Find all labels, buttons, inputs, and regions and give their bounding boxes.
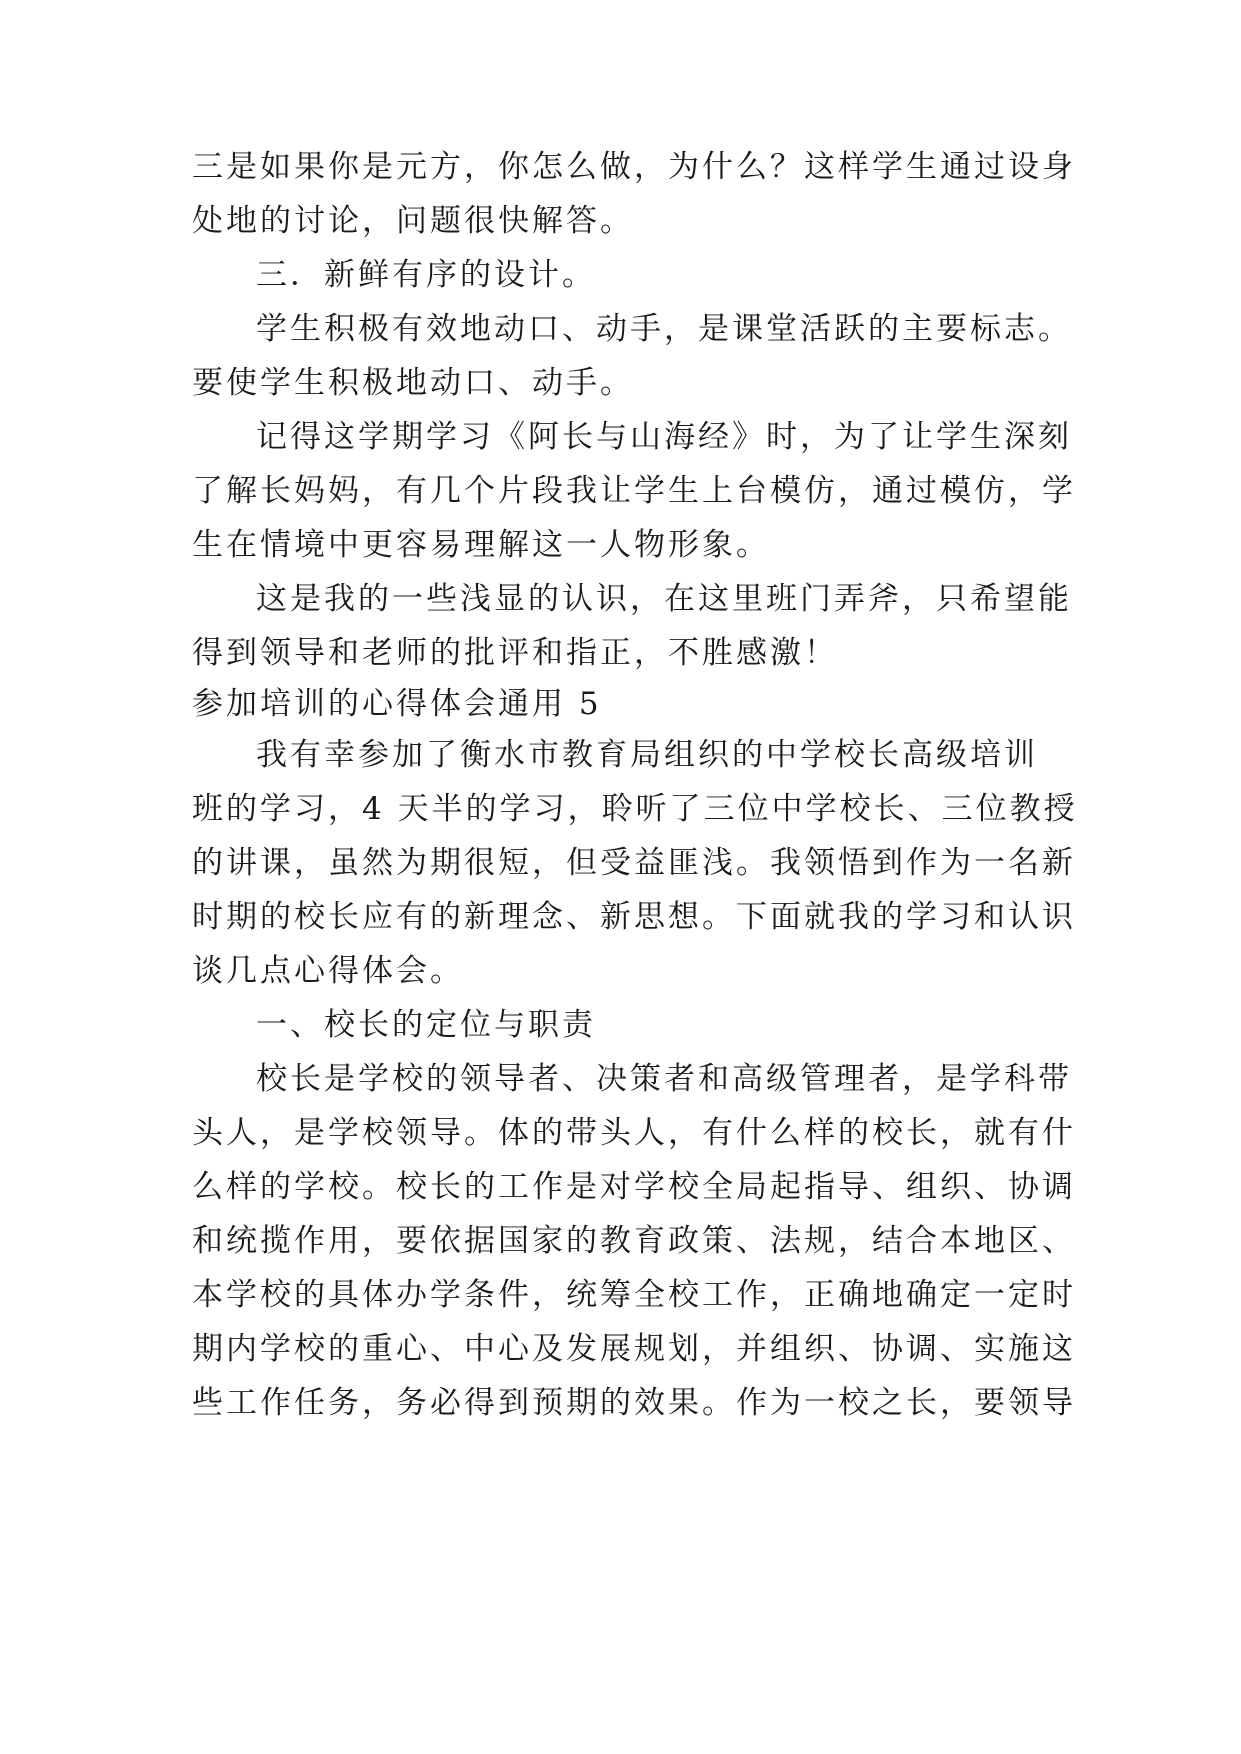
paragraph-line: 校长是学校的领导者、决策者和高级管理者，是学科带 [256,1061,1072,1097]
paragraph-line: 期内学校的重心、中心及发展规划，并组织、协调、实施这 [192,1331,1076,1367]
section-heading: 一、校长的定位与职责 [256,1007,596,1043]
paragraph-line: 学生积极有效地动口、动手，是课堂活跃的主要标志。 [256,311,1072,347]
paragraph-line: 班的学习，4 天半的学习，聆听了三位中学校长、三位教授 [192,791,1078,827]
paragraph-line: 时期的校长应有的新理念、新思想。下面就我的学习和认识 [192,899,1076,935]
paragraph-line: 的讲课，虽然为期很短，但受益匪浅。我领悟到作为一名新 [192,845,1076,881]
paragraph-line: 和统揽作用，要依据国家的教育政策、法规，结合本地区、 [192,1223,1076,1259]
paragraph-line: 记得这学期学习《阿长与山海经》时，为了让学生深刻 [256,419,1072,455]
paragraph-line: 三是如果你是元方，你怎么做，为什么？这样学生通过设身 [192,149,1076,185]
paragraph-line: 了解长妈妈，有几个片段我让学生上台模仿，通过模仿，学 [192,473,1076,509]
paragraph-line: 生在情境中更容易理解这一人物形象。 [192,527,770,563]
section-heading: 三．新鲜有序的设计。 [256,257,596,293]
paragraph-line: 些工作任务，务必得到预期的效果。作为一校之长，要领导 [192,1385,1076,1421]
paragraph-line: 这是我的一些浅显的认识，在这里班门弄斧，只希望能 [256,581,1072,617]
paragraph-line: 得到领导和老师的批评和指正，不胜感激！ [192,635,838,671]
paragraph-line: 本学校的具体办学条件，统筹全校工作，正确地确定一定时 [192,1277,1076,1313]
paragraph-line: 头人，是学校领导。体的带头人，有什么样的校长，就有什 [192,1115,1076,1151]
paragraph-line: 我有幸参加了衡水市教育局组织的中学校长高级培训 [256,737,1038,773]
paragraph-line: 要使学生积极地动口、动手。 [192,365,634,401]
document-title: 参加培训的心得体会通用 5 [192,686,602,722]
paragraph-line: 谈几点心得体会。 [192,953,464,989]
paragraph-line: 么样的学校。校长的工作是对学校全局起指导、组织、协调 [192,1169,1076,1205]
paragraph-line: 处地的讨论，问题很快解答。 [192,203,634,239]
